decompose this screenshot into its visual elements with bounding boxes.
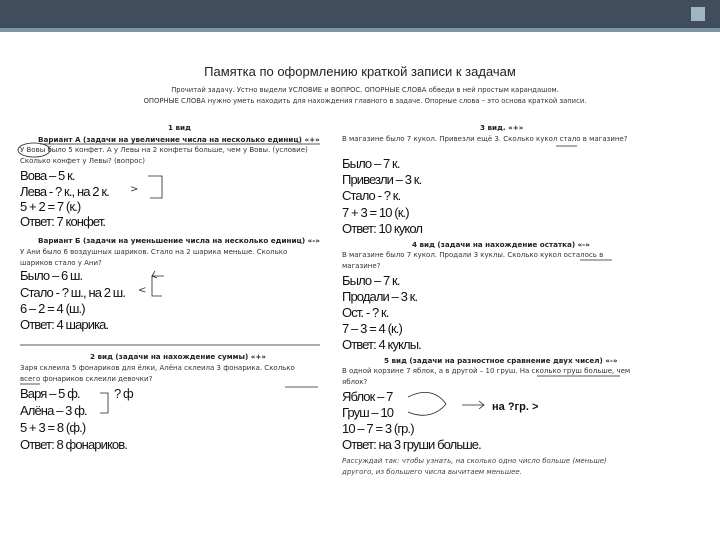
type4-record-line-3: Ост. - ? к.: [342, 305, 389, 320]
type1-heading: 1 вид: [168, 123, 191, 132]
page-title: Памятка по оформлению краткой записи к задачам: [204, 64, 516, 79]
type1-problem-line-1: У Вовы было 5 конфет. А у Левы на 2 конфеты больше, чем у Вовы. (условие): [20, 146, 308, 154]
type1-record-line-2: Лева - ? к., на 2 к.: [20, 184, 109, 199]
type5-record-line-1: Яблок – 7: [342, 389, 393, 404]
variant-b-problem-line-1: У Ани было 6 воздушных шариков. Стало на 2 шарика меньше. Сколько: [20, 248, 288, 256]
vovy-circle: [18, 143, 50, 157]
type3-record-line-2: Привезли – 3 к.: [342, 172, 422, 187]
type4-record-line-1: Было – 7 к.: [342, 273, 400, 288]
variant-b-bracket: [152, 276, 164, 296]
type5-note-line-2: другого, из большего числа вычитаем меньшее.: [342, 468, 522, 476]
variant-b-problem-line-2: шариков стало у Ани?: [20, 259, 102, 267]
variant-b-compare-mark: <: [138, 285, 147, 296]
type2-question-mark: ? ф: [114, 386, 133, 401]
type1-record-line-3: 5 + 2 = 7 (к.): [20, 199, 81, 214]
type1-bracket: [148, 176, 162, 198]
type4-problem-line-2: магазине?: [342, 262, 381, 270]
type1-compare-mark: >: [130, 184, 139, 195]
type3-record-line-4: 7 + 3 = 10 (к.): [342, 205, 409, 220]
type2-brace: [100, 393, 108, 413]
variant-b-record-line-1: Было – 6 ш.: [20, 268, 83, 283]
type4-record-line-4: 7 – 3 = 4 (к.): [342, 321, 402, 336]
type5-heading: 5 вид (задачи на разностное сравнение двух чисел) «-»: [384, 356, 618, 365]
variant-b-record-line-3: 6 – 2 = 4 (ш.): [20, 301, 85, 316]
type2-problem-line-1: Заря склеила 5 фонариков для ёлки, Алёна склеила 3 фонарика. Сколько: [20, 364, 295, 372]
type5-record-line-3: 10 – 7 = 3 (гр.): [342, 421, 414, 436]
type1-variant-a: Вариант А (задачи на увеличение числа на несколько единиц) «+»: [38, 135, 320, 144]
type5-brace: [408, 392, 446, 415]
variant-b-record-line-2: Стало - ? ш., на 2 ш.: [20, 285, 126, 300]
type5-problem-line-2: яблок?: [342, 378, 368, 386]
variant-b-heading: Вариант Б (задачи на уменьшение числа на несколько единиц) «-»: [38, 236, 320, 245]
type5-difference-label: на ?гр. >: [492, 401, 539, 413]
type2-problem-line-2: всего фонариков склеили девочки?: [20, 375, 153, 383]
type5-record-line-4: Ответ: на 3 груши больше.: [342, 437, 481, 452]
type1-record-line-1: Вова – 5 к.: [20, 168, 75, 183]
type5-note-line-1: Рассуждай так: чтобы узнать, на сколько одно число больше (меньше): [342, 457, 607, 465]
type1-problem-line-2: Сколько конфет у Левы? (вопрос): [20, 157, 145, 165]
type5-problem-line-1: В одной корзине 7 яблок, а в другой – 10 груш. На сколько груш больше, чем: [342, 367, 631, 375]
intro-line-2: ОПОРНЫЕ СЛОВА нужно уметь находить для нахождения главного в задаче. Опорные слова – это основа краткой записи.: [143, 97, 587, 105]
type4-heading: 4 вид (задачи на нахождение остатка) «-»: [412, 240, 590, 249]
type4-record-line-5: Ответ: 4 куклы.: [342, 337, 421, 352]
type5-record-line-2: Груш – 10: [342, 405, 394, 420]
type3-problem: В магазине было 7 кукол. Привезли ещё 3. Сколько кукол стало в магазине?: [342, 135, 628, 143]
type2-record-line-2: Алёна – 3 ф.: [20, 403, 87, 418]
type3-heading: 3 вид. «+»: [480, 123, 524, 132]
type4-record-line-2: Продали – 3 к.: [342, 289, 418, 304]
variant-b-record-line-4: Ответ: 4 шарика.: [20, 317, 109, 332]
type1-record-line-4: Ответ: 7 конфет.: [20, 214, 106, 229]
type3-record-line-5: Ответ: 10 кукол: [342, 221, 423, 236]
type3-record-line-1: Было – 7 к.: [342, 156, 400, 171]
type3-record-line-3: Стало - ? к.: [342, 188, 401, 203]
type2-record-line-4: Ответ: 8 фонариков.: [20, 437, 127, 452]
intro-line-1: Прочитай задачу. Устно выдели УСЛОВИЕ и ВОПРОС. ОПОРНЫЕ СЛОВА обведи в ней простым карандашом.: [171, 86, 559, 94]
type4-problem-line-1: В магазине было 7 кукол. Продали 3 куклы. Сколько кукол осталось в: [342, 251, 604, 259]
type2-record-line-1: Варя – 5 ф.: [20, 386, 80, 401]
type2-record-line-3: 5 + 3 = 8 (ф.): [20, 420, 86, 435]
variant-b-arrow-head: [152, 271, 157, 278]
type2-heading: 2 вид (задачи на нахождение суммы) «+»: [90, 352, 267, 361]
